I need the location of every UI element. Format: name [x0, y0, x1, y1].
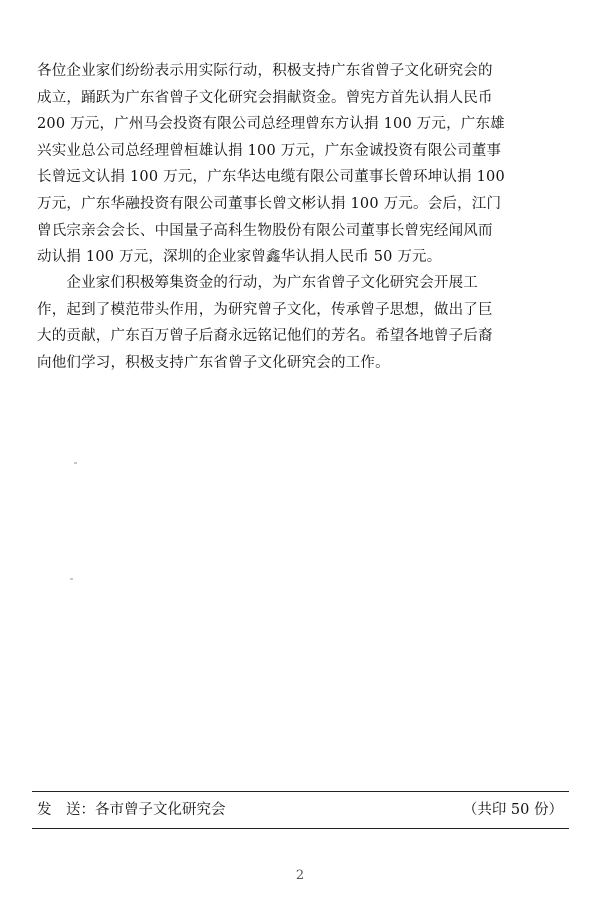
text-line: 长曾远文认捐 100 万元，广东华达电缆有限公司董事长曾环坤认捐 100	[37, 169, 505, 186]
footer-top-rule	[32, 791, 569, 792]
footer-bottom-rule	[32, 828, 569, 829]
text-line: 万元，广东华融投资有限公司董事长曾文彬认捐 100 万元。会后，江门	[37, 195, 502, 212]
scan-speck	[74, 462, 77, 464]
text-line: 动认捐 100 万元，深圳的企业家曾鑫华认捐人民币 50 万元。	[37, 249, 442, 266]
copies-count: （共印 50 份）	[462, 802, 563, 818]
scan-speck	[70, 578, 73, 580]
distribution-text: 发 送：各市曾子文化研究会	[37, 802, 226, 818]
text-line: 成立，踊跃为广东省曾子文化研究会捐献资金。曾宪方首先认捐人民币	[37, 89, 493, 106]
text-line: 作，起到了模范带头作用，为研究曾子文化，传承曾子思想，做出了巨	[37, 301, 493, 318]
distribution-footer	[37, 796, 567, 824]
text-line: 曾氏宗亲会会长、中国量子高科生物股份有限公司董事长曾宪经闻风而	[37, 222, 493, 239]
text-line: 向他们学习，积极支持广东省曾子文化研究会的工作。	[37, 354, 390, 371]
text-line: 企业家们积极筹集资金的行动，为广东省曾子文化研究会开展工	[37, 275, 478, 291]
text-line: 200 万元，广州马会投资有限公司总经理曾东方认捐 100 万元，广东雄	[37, 116, 505, 133]
text-line: 大的贡献，广东百万曾子后裔永远铭记他们的芳名。希望各地曾子后裔	[37, 328, 493, 345]
text-line: 各位企业家们纷纷表示用实际行动，积极支持广东省曾子文化研究会的	[37, 63, 493, 79]
paragraph-conclusion	[37, 270, 567, 376]
text-line: 兴实业总公司总经理曾桓雄认捐 100 万元，广东金诚投资有限公司董事	[37, 142, 502, 159]
paragraph-donations	[37, 58, 567, 271]
page-number: 2	[295, 868, 305, 883]
